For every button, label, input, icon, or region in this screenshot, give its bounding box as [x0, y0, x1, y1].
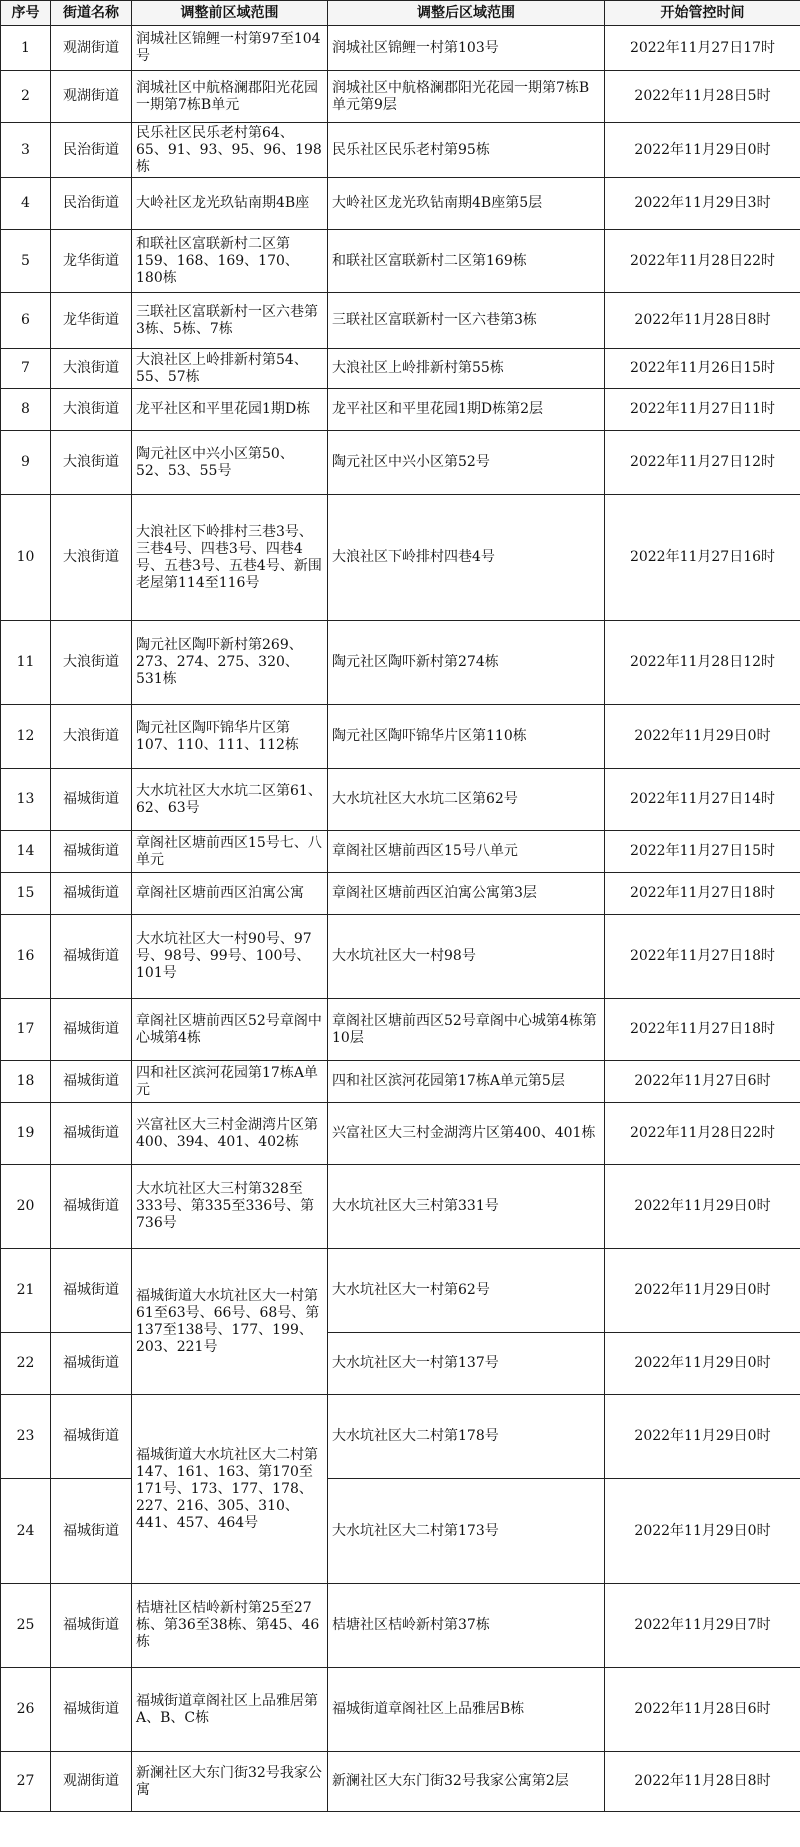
street-name: 福城街道: [51, 1479, 132, 1584]
area-before: 大浪社区下岭排村三巷3号、三巷4号、四巷3号、四巷4号、五巷3号、五巷4号、新围老屋第114至116号: [132, 495, 328, 621]
control-start-time: 2022年11月28日8时: [605, 1752, 800, 1812]
area-after: 大水坑社区大一村98号: [328, 915, 605, 999]
area-after: 大水坑社区大三村第331号: [328, 1165, 605, 1249]
row-number: 19: [1, 1103, 51, 1165]
area-before: 和联社区富联新村二区第159、168、169、170、180栋: [132, 230, 328, 293]
area-after: 大水坑社区大水坑二区第62号: [328, 769, 605, 831]
street-name: 福城街道: [51, 1333, 132, 1395]
table-row: [1, 1752, 800, 1812]
area-before: 润城社区中航格澜郡阳光花园一期第7栋B单元: [132, 71, 328, 123]
table-row: [1, 999, 800, 1061]
row-number: 15: [1, 873, 51, 915]
table-row: [1, 1165, 800, 1249]
table-row: [1, 915, 800, 999]
table-row: [1, 178, 800, 230]
control-start-time: 2022年11月29日0时: [605, 1165, 800, 1249]
area-before: 章阁社区塘前西区15号七、八单元: [132, 831, 328, 873]
table-row: [1, 873, 800, 915]
street-name: 福城街道: [51, 873, 132, 915]
street-name: 观湖街道: [51, 1752, 132, 1812]
area-before: 陶元社区陶吓新村第269、273、274、275、320、531栋: [132, 621, 328, 705]
street-name: 福城街道: [51, 1584, 132, 1668]
area-after: 民乐社区民乐老村第95栋: [328, 123, 605, 178]
area-after: 大岭社区龙光玖钻南期4B座第5层: [328, 178, 605, 230]
control-start-time: 2022年11月29日0时: [605, 123, 800, 178]
control-start-time: 2022年11月28日12时: [605, 621, 800, 705]
street-name: 福城街道: [51, 1103, 132, 1165]
street-name: 大浪街道: [51, 431, 132, 495]
area-after: 章阁社区塘前西区52号章阁中心城第4栋第10层: [328, 999, 605, 1061]
control-start-time: 2022年11月28日6时: [605, 1668, 800, 1752]
area-before: 龙平社区和平里花园1期D栋: [132, 389, 328, 431]
table-row: [1, 293, 800, 349]
control-start-time: 2022年11月29日3时: [605, 178, 800, 230]
control-start-time: 2022年11月27日18时: [605, 873, 800, 915]
area-after: 桔塘社区桔岭新村第37栋: [328, 1584, 605, 1668]
area-before: 福城街道大水坑社区大二村第147、161、163、第170至171号、173、177、178、227、216、305、310、441、457、464号: [132, 1395, 328, 1584]
street-name: 观湖街道: [51, 71, 132, 123]
area-before: 新澜社区大东门街32号我家公寓: [132, 1752, 328, 1812]
area-before: 大水坑社区大水坑二区第61、62、63号: [132, 769, 328, 831]
area-after: 大水坑社区大二村第178号: [328, 1395, 605, 1479]
header-row: [1, 1, 800, 26]
row-number: 5: [1, 230, 51, 293]
control-start-time: 2022年11月29日0时: [605, 1249, 800, 1333]
table-row: [1, 26, 800, 71]
street-name: 福城街道: [51, 1165, 132, 1249]
row-number: 11: [1, 621, 51, 705]
row-number: 6: [1, 293, 51, 349]
row-number: 3: [1, 123, 51, 178]
row-number: 8: [1, 389, 51, 431]
area-before: 民乐社区民乐老村第64、65、91、93、95、96、198栋: [132, 123, 328, 178]
row-number: 10: [1, 495, 51, 621]
row-number: 12: [1, 705, 51, 769]
area-after: 润城社区中航格澜郡阳光花园一期第7栋B单元第9层: [328, 71, 605, 123]
row-number: 25: [1, 1584, 51, 1668]
table-row: [1, 1479, 800, 1584]
control-start-time: 2022年11月27日17时: [605, 26, 800, 71]
area-after: 陶元社区陶吓锦华片区第110栋: [328, 705, 605, 769]
area-before: 大水坑社区大一村90号、97号、98号、99号、100号、101号: [132, 915, 328, 999]
street-name: 民治街道: [51, 123, 132, 178]
area-after: 大浪社区下岭排村四巷4号: [328, 495, 605, 621]
control-start-time: 2022年11月28日5时: [605, 71, 800, 123]
area-after: 大水坑社区大一村第62号: [328, 1249, 605, 1333]
row-number: 20: [1, 1165, 51, 1249]
table-row: [1, 230, 800, 293]
control-start-time: 2022年11月29日0时: [605, 1333, 800, 1395]
area-after: 大浪社区上岭排新村第55栋: [328, 349, 605, 389]
area-before: 陶元社区中兴小区第50、52、53、55号: [132, 431, 328, 495]
area-before: 章阁社区塘前西区泊寓公寓: [132, 873, 328, 915]
control-start-time: 2022年11月29日7时: [605, 1584, 800, 1668]
row-number: 13: [1, 769, 51, 831]
area-after: 新澜社区大东门街32号我家公寓第2层: [328, 1752, 605, 1812]
area-after: 大水坑社区大一村第137号: [328, 1333, 605, 1395]
row-number: 22: [1, 1333, 51, 1395]
table-row: [1, 431, 800, 495]
street-name: 福城街道: [51, 915, 132, 999]
street-name: 大浪街道: [51, 349, 132, 389]
area-after: 陶元社区中兴小区第52号: [328, 431, 605, 495]
table-row: [1, 621, 800, 705]
street-name: 福城街道: [51, 1249, 132, 1333]
table-row: [1, 769, 800, 831]
row-number: 9: [1, 431, 51, 495]
area-after: 福城街道章阁社区上品雅居B栋: [328, 1668, 605, 1752]
area-after: 兴富社区大三村金湖湾片区第400、401栋: [328, 1103, 605, 1165]
header-before: 调整前区域范围: [132, 1, 328, 26]
table-row: [1, 831, 800, 873]
row-number: 24: [1, 1479, 51, 1584]
table-row: [1, 705, 800, 769]
control-start-time: 2022年11月28日8时: [605, 293, 800, 349]
street-name: 福城街道: [51, 1395, 132, 1479]
street-name: 大浪街道: [51, 705, 132, 769]
area-before: 三联社区富联新村一区六巷第3栋、5栋、7栋: [132, 293, 328, 349]
header-after: 调整后区域范围: [328, 1, 605, 26]
area-before: 润城社区锦鲤一村第97至104号: [132, 26, 328, 71]
table-row: [1, 1668, 800, 1752]
table-row: [1, 389, 800, 431]
street-name: 大浪街道: [51, 389, 132, 431]
table-row: [1, 123, 800, 178]
row-number: 21: [1, 1249, 51, 1333]
area-before: 四和社区滨河花园第17栋A单元: [132, 1061, 328, 1103]
street-name: 福城街道: [51, 1061, 132, 1103]
street-name: 大浪街道: [51, 495, 132, 621]
control-start-time: 2022年11月29日0时: [605, 705, 800, 769]
row-number: 26: [1, 1668, 51, 1752]
row-number: 7: [1, 349, 51, 389]
table-row: [1, 495, 800, 621]
area-after: 三联社区富联新村一区六巷第3栋: [328, 293, 605, 349]
row-number: 23: [1, 1395, 51, 1479]
street-name: 福城街道: [51, 831, 132, 873]
row-number: 2: [1, 71, 51, 123]
control-start-time: 2022年11月28日22时: [605, 230, 800, 293]
area-before: 大岭社区龙光玖钻南期4B座: [132, 178, 328, 230]
street-name: 龙华街道: [51, 230, 132, 293]
street-name: 大浪街道: [51, 621, 132, 705]
area-before: 福城街道章阁社区上品雅居第A、B、C栋: [132, 1668, 328, 1752]
control-start-time: 2022年11月27日12时: [605, 431, 800, 495]
area-before: 陶元社区陶吓锦华片区第107、110、111、112栋: [132, 705, 328, 769]
table-row: [1, 1061, 800, 1103]
table-row: [1, 1584, 800, 1668]
table-row: [1, 1249, 800, 1333]
control-start-time: 2022年11月26日15时: [605, 349, 800, 389]
area-after: 四和社区滨河花园第17栋A单元第5层: [328, 1061, 605, 1103]
area-before: 兴富社区大三村金湖湾片区第400、394、401、402栋: [132, 1103, 328, 1165]
area-after: 章阁社区塘前西区15号八单元: [328, 831, 605, 873]
control-start-time: 2022年11月28日22时: [605, 1103, 800, 1165]
control-start-time: 2022年11月27日18时: [605, 999, 800, 1061]
control-start-time: 2022年11月27日15时: [605, 831, 800, 873]
row-number: 4: [1, 178, 51, 230]
row-number: 27: [1, 1752, 51, 1812]
table-row: [1, 1333, 800, 1395]
area-before: 桔塘社区桔岭新村第25至27栋、第36至38栋、第45、46栋: [132, 1584, 328, 1668]
area-after: 和联社区富联新村二区第169栋: [328, 230, 605, 293]
area-after: 章阁社区塘前西区泊寓公寓第3层: [328, 873, 605, 915]
row-number: 17: [1, 999, 51, 1061]
area-before: 大浪社区上岭排新村第54、55、57栋: [132, 349, 328, 389]
street-name: 观湖街道: [51, 26, 132, 71]
row-number: 18: [1, 1061, 51, 1103]
row-number: 14: [1, 831, 51, 873]
control-start-time: 2022年11月27日14时: [605, 769, 800, 831]
control-start-time: 2022年11月27日16时: [605, 495, 800, 621]
area-before: 福城街道大水坑社区大一村第61至63号、66号、68号、第137至138号、177、199、203、221号: [132, 1249, 328, 1395]
area-after: 大水坑社区大二村第173号: [328, 1479, 605, 1584]
street-name: 民治街道: [51, 178, 132, 230]
control-start-time: 2022年11月27日18时: [605, 915, 800, 999]
header-no: 序号: [1, 1, 51, 26]
row-number: 1: [1, 26, 51, 71]
header-street: 街道名称: [51, 1, 132, 26]
row-number: 16: [1, 915, 51, 999]
header-time: 开始管控时间: [605, 1, 800, 26]
control-start-time: 2022年11月27日6时: [605, 1061, 800, 1103]
control-start-time: 2022年11月27日11时: [605, 389, 800, 431]
street-name: 福城街道: [51, 769, 132, 831]
table-row: [1, 1103, 800, 1165]
street-name: 福城街道: [51, 1668, 132, 1752]
table-row: [1, 71, 800, 123]
area-after: 陶元社区陶吓新村第274栋: [328, 621, 605, 705]
control-start-time: 2022年11月29日0时: [605, 1395, 800, 1479]
street-name: 福城街道: [51, 999, 132, 1061]
control-start-time: 2022年11月29日0时: [605, 1479, 800, 1584]
area-before: 章阁社区塘前西区52号章阁中心城第4栋: [132, 999, 328, 1061]
area-after: 龙平社区和平里花园1期D栋第2层: [328, 389, 605, 431]
table-row: [1, 349, 800, 389]
table-row: [1, 1395, 800, 1479]
street-name: 龙华街道: [51, 293, 132, 349]
area-after: 润城社区锦鲤一村第103号: [328, 26, 605, 71]
area-before: 大水坑社区大三村第328至333号、第335至336号、第736号: [132, 1165, 328, 1249]
